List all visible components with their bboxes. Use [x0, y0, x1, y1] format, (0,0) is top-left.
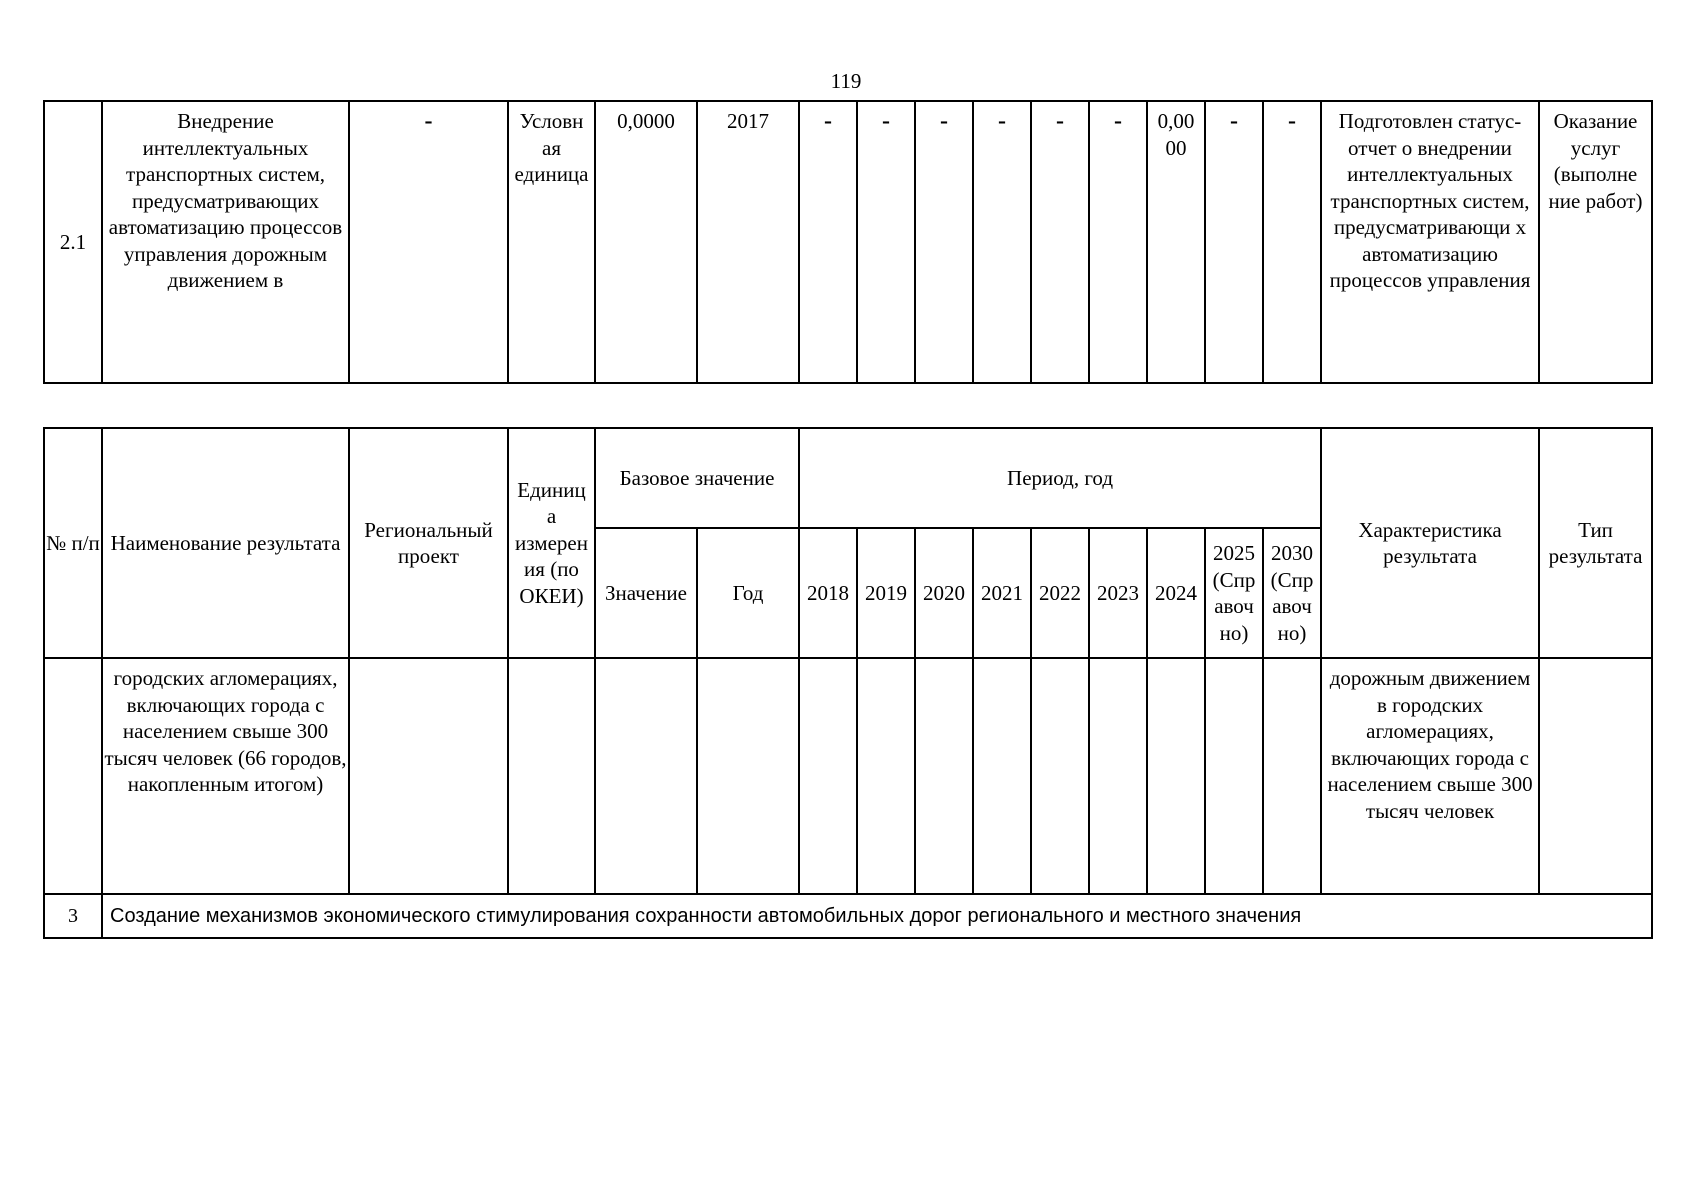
continued-2025 — [1205, 658, 1263, 894]
header-2018: 2018 — [799, 528, 857, 658]
header-name: Наименование результата — [102, 428, 349, 658]
header-2022: 2022 — [1031, 528, 1089, 658]
continued-base-value — [595, 658, 697, 894]
header-base-group: Базовое значение — [595, 428, 799, 528]
continued-2019 — [857, 658, 915, 894]
continued-characteristic: дорожным движением в городских агломерациях, включающих города с населением свыше 300 тысяч человек — [1321, 658, 1539, 894]
regional-project: - — [349, 101, 508, 383]
header-2030: 2030 (Спр авоч но) — [1263, 528, 1321, 658]
continued-2030 — [1263, 658, 1321, 894]
continued-num — [44, 658, 102, 894]
continued-2024 — [1147, 658, 1205, 894]
table-row-continued — [44, 658, 1652, 894]
header-2023: 2023 — [1089, 528, 1147, 658]
continued-2020 — [915, 658, 973, 894]
header-characteristic: Характеристика результата — [1321, 428, 1539, 658]
continued-type — [1539, 658, 1652, 894]
continued-2018 — [799, 658, 857, 894]
continued-2022 — [1031, 658, 1089, 894]
results-table-continuation — [43, 100, 1653, 384]
header-period-group: Период, год — [799, 428, 1321, 528]
header-2025: 2025 (Спр авоч но) — [1205, 528, 1263, 658]
continued-2021 — [973, 658, 1031, 894]
value-2018: - — [799, 101, 857, 383]
unit-of-measure: Условн ая единица — [508, 101, 595, 383]
value-2025: - — [1205, 101, 1263, 383]
section-title: Создание механизмов экономического стимулирования сохранности автомобильных дорог регионального и местного значения — [102, 894, 1652, 938]
header-project: Региональный проект — [349, 428, 508, 658]
header-2021: 2021 — [973, 528, 1031, 658]
result-characteristic: Подготовлен статус-отчет о внедрении интеллектуальных транспортных систем, предусматривающи х автоматизацию процессов управления — [1321, 101, 1539, 383]
row-number: 2.1 — [44, 101, 102, 383]
value-2030: - — [1263, 101, 1321, 383]
result-type: Оказание услуг (выполне ние работ) — [1539, 101, 1652, 383]
results-table — [43, 427, 1653, 939]
base-year: 2017 — [697, 101, 799, 383]
value-2020: - — [915, 101, 973, 383]
continued-base-year — [697, 658, 799, 894]
page-number: 119 — [830, 69, 862, 93]
value-2019: - — [857, 101, 915, 383]
header-base-value: Значение — [595, 528, 697, 658]
header-type: Тип результата — [1539, 428, 1652, 658]
value-2021: - — [973, 101, 1031, 383]
header-2020: 2020 — [915, 528, 973, 658]
header-2024: 2024 — [1147, 528, 1205, 658]
header-2019: 2019 — [857, 528, 915, 658]
header-unit: Единиц а измерен ия (по ОКЕИ) — [508, 428, 595, 658]
base-value: 0,0000 — [595, 101, 697, 383]
continued-project — [349, 658, 508, 894]
table-row-2-1 — [44, 101, 1652, 383]
header-row — [44, 428, 1652, 528]
continued-2023 — [1089, 658, 1147, 894]
continued-unit — [508, 658, 595, 894]
value-2024: 0,00 00 — [1147, 101, 1205, 383]
section-number: 3 — [44, 894, 102, 938]
section-row-3 — [44, 894, 1652, 938]
value-2022: - — [1031, 101, 1089, 383]
value-2023: - — [1089, 101, 1147, 383]
header-num: № п/п — [44, 428, 102, 658]
continued-name: городских агломерациях, включающих города с населением свыше 300 тысяч человек (66 городов, накопленным итогом) — [102, 658, 349, 894]
header-base-year: Год — [697, 528, 799, 658]
result-name: Внедрение интеллектуальных транспортных систем, предусматривающих автоматизацию процессов управления дорожным движением в — [102, 101, 349, 383]
